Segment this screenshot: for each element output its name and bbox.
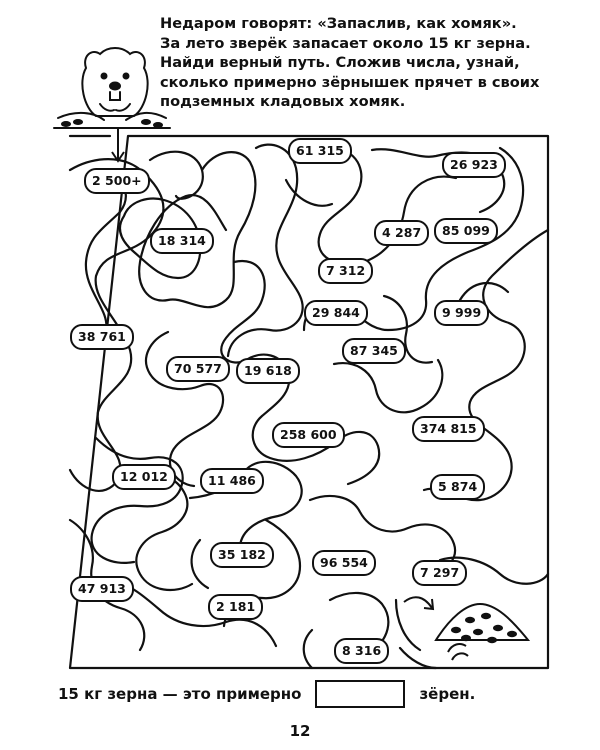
- maze-number-17: 11 486: [200, 468, 264, 494]
- answer-suffix: зёрен.: [419, 685, 476, 703]
- maze-number-21: 7 297: [412, 560, 467, 586]
- answer-prefix: 15 кг зерна — это примерно: [58, 685, 302, 703]
- task-line-2: За лето зверёк запасает около 15 кг зерна.: [160, 34, 531, 52]
- maze-wall-25: [396, 600, 436, 668]
- maze-number-11: 87 345: [342, 338, 406, 364]
- task-line-1: Недаром говорят: «Запаслив, как хомяк».: [160, 15, 517, 32]
- maze-number-24: 8 316: [334, 638, 389, 664]
- maze-number-14: 258 600: [272, 422, 345, 448]
- maze-number-12: 70 577: [166, 356, 230, 382]
- maze-wall-9: [424, 230, 548, 500]
- maze-number-22: 47 913: [70, 576, 134, 602]
- hamster-icon: [54, 48, 170, 128]
- maze-number-5: 4 287: [374, 220, 429, 246]
- maze-wall-23: [304, 630, 312, 668]
- maze-wall-13: [132, 474, 192, 590]
- maze-number-2: 61 315: [288, 138, 352, 164]
- maze-number-20: 96 554: [312, 550, 376, 576]
- task-line-4: сколько примерно зёрнышек прячет в своих: [160, 73, 540, 91]
- maze-number-6: 85 099: [434, 218, 498, 244]
- maze-number-10: 9 999: [434, 300, 489, 326]
- maze-wall-19: [192, 540, 208, 588]
- grain-pile-icon: [436, 604, 528, 660]
- answer-box[interactable]: [315, 680, 405, 708]
- answer-line: [58, 680, 475, 708]
- maze-number-3: 26 923: [442, 152, 506, 178]
- maze-number-8: 38 761: [70, 324, 134, 350]
- arrow-curved-icon: [404, 597, 433, 609]
- maze-number-23: 2 181: [208, 594, 263, 620]
- maze-number-19: 35 182: [210, 542, 274, 568]
- maze-number-1: 2 500+: [84, 168, 150, 194]
- maze-number-15: 374 815: [412, 416, 485, 442]
- task-line-3: Найди верный путь. Сложив числа, узнай,: [160, 54, 520, 72]
- maze-number-16: 12 012: [112, 464, 176, 490]
- maze-number-18: 5 874: [430, 474, 485, 500]
- maze-frame: [70, 136, 548, 668]
- maze-wall-6: [319, 149, 456, 264]
- arrow-down-icon: [112, 128, 124, 161]
- maze-number-13: 19 618: [236, 358, 300, 384]
- task-line-5: подземных кладовых хомяк.: [160, 93, 406, 111]
- maze-wall-15: [334, 360, 442, 412]
- page-number: 12: [289, 722, 311, 740]
- maze-number-4: 18 314: [150, 228, 214, 254]
- maze-number-7: 7 312: [318, 258, 373, 284]
- maze-wall-12: [92, 438, 183, 563]
- maze-number-9: 29 844: [304, 300, 368, 326]
